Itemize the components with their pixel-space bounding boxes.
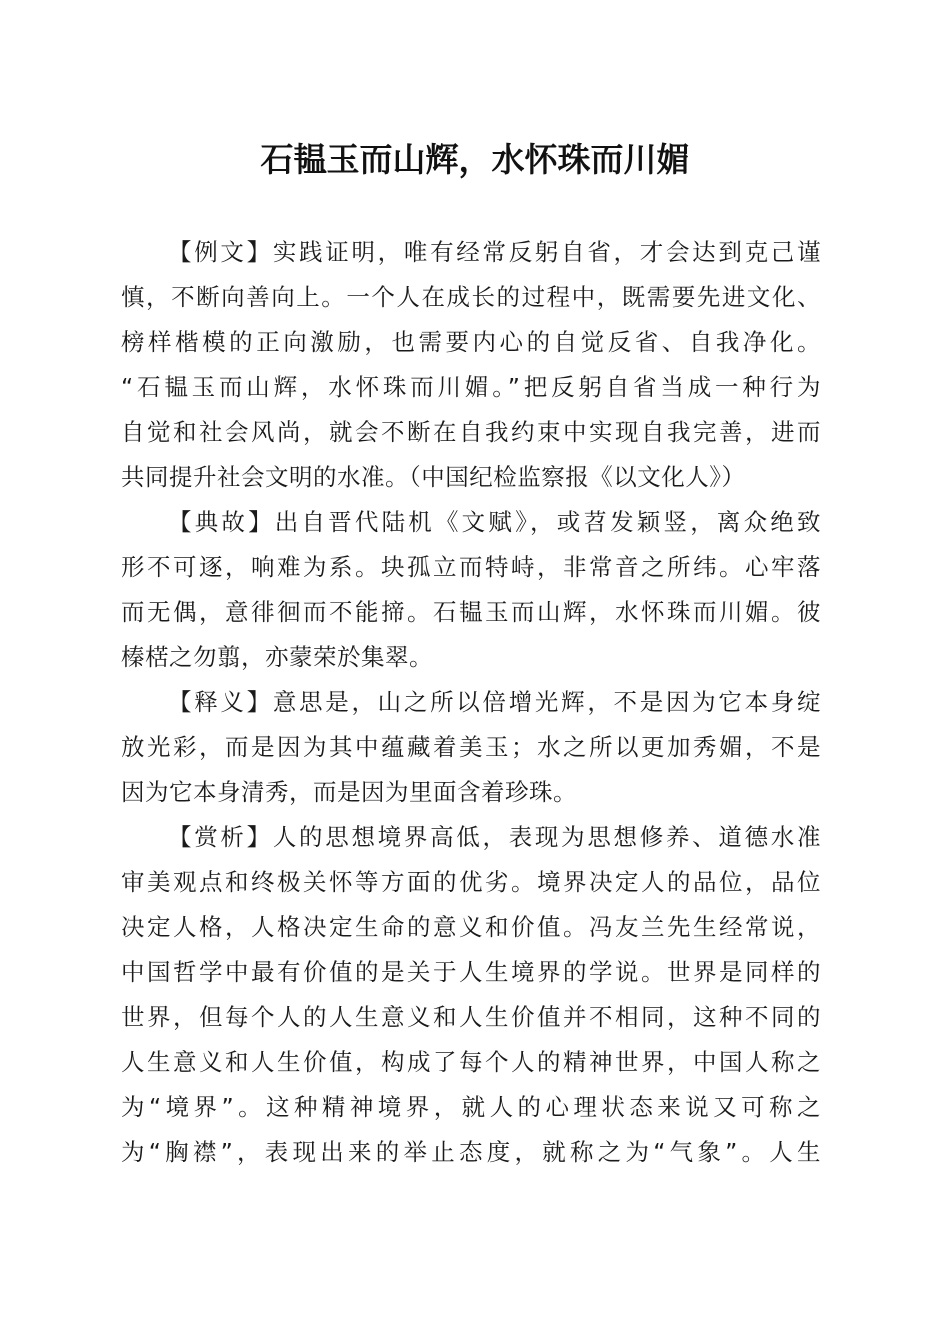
text-line: 【释义】意思是，山之所以倍增光辉，不是因为它本身绽 — [168, 688, 821, 716]
document-body — [121, 230, 821, 1175]
text-line: “石韫玉而山辉，水怀珠而川媚。”把反躬自省当成一种行为 — [121, 373, 821, 401]
text-line: 人生意义和人生价值，构成了每个人的精神世界，中国人称之 — [121, 1048, 821, 1076]
text-line: 为“境界”。这种精神境界，就人的心理状态来说又可称之 — [121, 1093, 821, 1121]
text-line: 【例文】实践证明，唯有经常反躬自省，才会达到克己谨 — [168, 238, 821, 266]
document-title: 石韫玉而山辉，水怀珠而川媚 — [260, 140, 690, 179]
text-line: 榛楛之勿翦，亦蒙荣於集翠。 — [121, 643, 433, 671]
text-line: 中国哲学中最有价值的是关于人生境界的学说。世界是同样的 — [121, 958, 821, 986]
text-line: 榜样楷模的正向激励，也需要内心的自觉反省、自我净化。 — [121, 328, 821, 356]
text-line: 为“胸襟”，表现出来的举止态度，就称之为“气象”。人生 — [121, 1138, 821, 1166]
text-line: 自觉和社会风尚，就会不断在自我约束中实现自我完善，进而 — [121, 418, 821, 446]
text-line: 共同提升社会文明的水准。（中国纪检监察报《以文化人》） — [121, 463, 746, 491]
text-line: 审美观点和终极关怀等方面的优劣。境界决定人的品位，品位 — [121, 868, 821, 896]
text-line: 【赏析】人的思想境界高低，表现为思想修养、道德水准 — [168, 823, 821, 851]
text-line: 慎，不断向善向上。一个人在成长的过程中，既需要先进文化、 — [121, 283, 821, 311]
text-line: 世界，但每个人的人生意义和人生价值并不相同，这种不同的 — [121, 1003, 821, 1031]
text-line: 放光彩，而是因为其中蕴藏着美玉；水之所以更加秀媚，不是 — [121, 733, 821, 761]
text-line: 而无偶，意徘徊而不能揥。石韫玉而山辉，水怀珠而川媚。彼 — [121, 598, 821, 626]
text-line: 形不可逐，响难为系。块孤立而特峙，非常音之所纬。心牢落 — [121, 553, 821, 581]
text-line: 【典故】出自晋代陆机《文赋》，或苕发颖竖，离众绝致 — [168, 508, 821, 536]
text-line: 因为它本身清秀，而是因为里面含着珍珠。 — [121, 778, 577, 806]
text-line: 决定人格，人格决定生命的意义和价值。冯友兰先生经常说， — [121, 913, 821, 941]
